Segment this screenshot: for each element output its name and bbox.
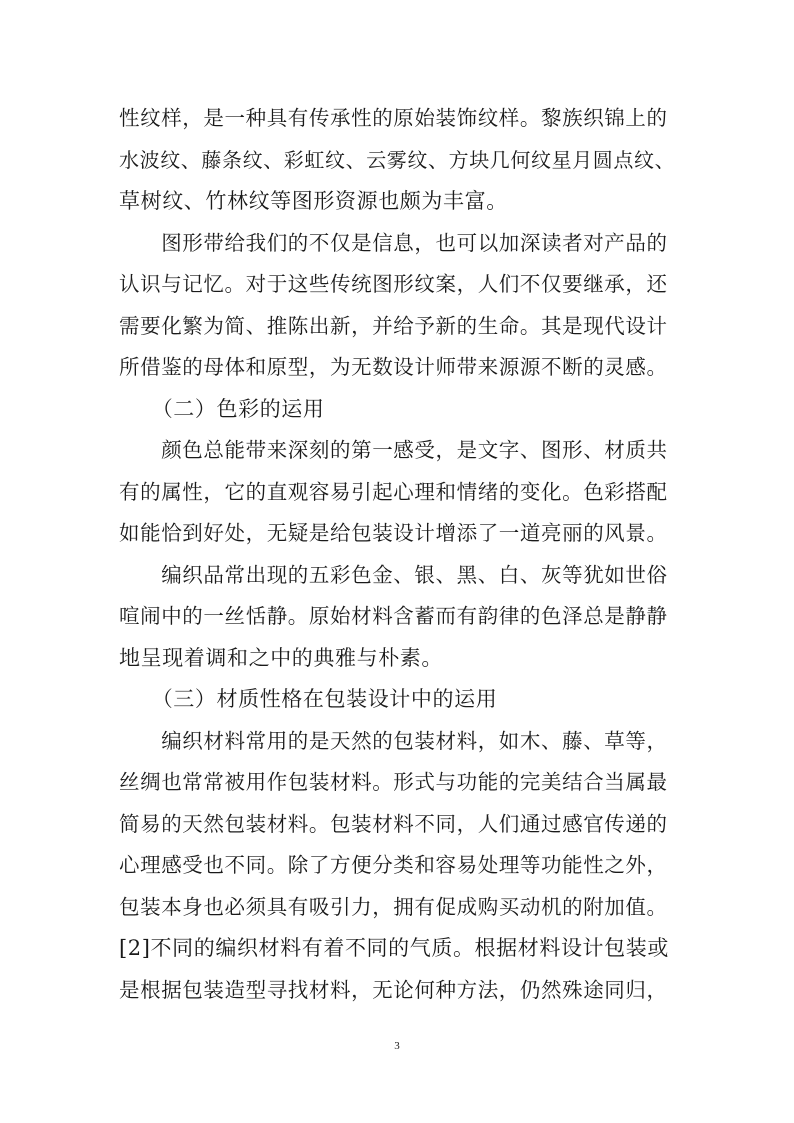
paragraph-line: 心理感受也不同。除了方便分类和容易处理等功能性之外， bbox=[119, 853, 668, 877]
paragraph-line: 图形带给我们的不仅是信息，也可以加深读者对产品的 bbox=[119, 231, 668, 255]
paragraph-line: 是根据包装造型寻找材料，无论何种方法，仍然殊途同归， bbox=[119, 978, 668, 1002]
paragraph-line: 性纹样，是一种具有传承性的原始装饰纹样。黎族织锦上的 bbox=[119, 106, 668, 130]
paragraph-line: 简易的天然包装材料。包装材料不同，人们通过感官传递的 bbox=[119, 812, 668, 836]
paragraph-line: 喧闹中的一丝恬静。原始材料含蓄而有韵律的色泽总是静静 bbox=[119, 604, 668, 628]
paragraph-line: [2]不同的编织材料有着不同的气质。根据材料设计包装或 bbox=[119, 936, 669, 960]
paragraph-line: 草树纹、竹林纹等图形资源也颇为丰富。 bbox=[119, 189, 508, 213]
paragraph-line: 包装本身也必须具有吸引力，拥有促成购买动机的附加值。 bbox=[119, 895, 668, 919]
paragraph-line: 水波纹、藤条纹、彩虹纹、云雾纹、方块几何纹星月圆点纹、 bbox=[119, 148, 676, 172]
paragraph-line: 需要化繁为简、推陈出新，并给予新的生命。其是现代设计 bbox=[119, 314, 668, 338]
paragraph-line: 编织材料常用的是天然的包装材料，如木、藤、草等， bbox=[119, 729, 668, 753]
page-number: 3 bbox=[394, 1040, 400, 1052]
paragraph-line: 地呈现着调和之中的典雅与朴素。 bbox=[119, 646, 443, 670]
paragraph-line: 如能恰到好处，无疑是给包装设计增添了一道亮丽的风景。 bbox=[119, 521, 668, 545]
section-heading: （二）色彩的运用 bbox=[119, 397, 325, 421]
section-heading: （三）材质性格在包装设计中的运用 bbox=[119, 687, 498, 711]
paragraph-line: 所借鉴的母体和原型，为无数设计师带来源源不断的灵感。 bbox=[119, 355, 668, 379]
paragraph-line: 有的属性，它的直观容易引起心理和情绪的变化。色彩搭配 bbox=[119, 480, 668, 504]
paragraph-line: 认识与记忆。对于这些传统图形纹案，人们不仅要继承，还 bbox=[119, 272, 668, 296]
paragraph-line: 编织品常出现的五彩色金、银、黑、白、灰等犹如世俗 bbox=[119, 563, 668, 587]
paragraph-line: 颜色总能带来深刻的第一感受，是文字、图形、材质共 bbox=[119, 438, 668, 462]
paragraph-line: 丝绸也常常被用作包装材料。形式与功能的完美结合当属最 bbox=[119, 770, 668, 794]
